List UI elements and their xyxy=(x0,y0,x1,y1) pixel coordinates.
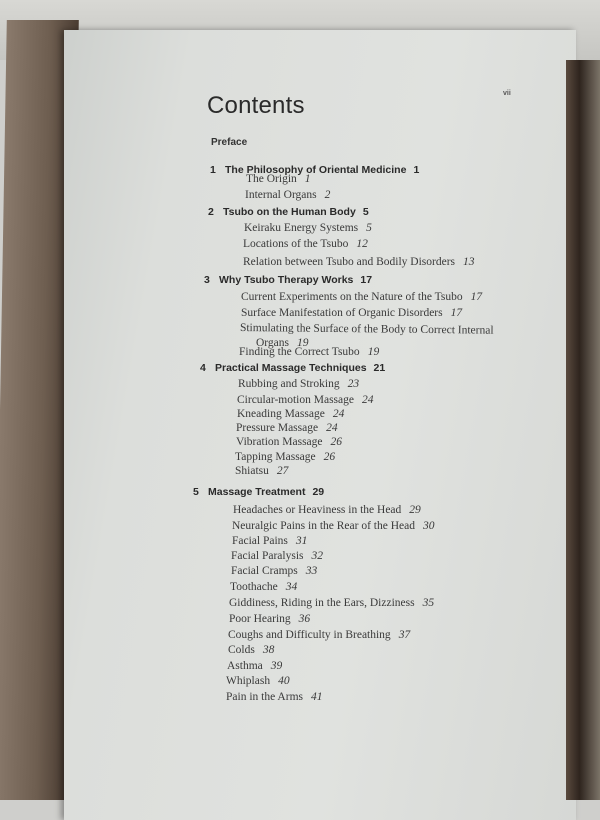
entry-page: 41 xyxy=(311,691,323,703)
toc-entry xyxy=(232,520,434,532)
toc-entry xyxy=(228,644,274,656)
entry-title: Stimulating the Surface of the Body to Correct Internal xyxy=(239,322,494,337)
entry-page: 33 xyxy=(305,565,318,577)
entry-title: Shiatsu xyxy=(235,465,269,477)
chapter-page: 17 xyxy=(360,274,373,286)
toc-entry xyxy=(227,660,282,672)
entry-page: 24 xyxy=(332,408,345,420)
chapter-title: Practical Massage Techniques xyxy=(215,362,367,374)
entry-page: 38 xyxy=(262,644,275,656)
entry-title: Neuralgic Pains in the Rear of the Head xyxy=(232,520,415,532)
chapter-page: 5 xyxy=(362,206,369,218)
page-title: Contents xyxy=(207,92,305,119)
entry-page: 31 xyxy=(295,535,308,547)
entry-title: Surface Manifestation of Organic Disorders xyxy=(241,307,443,319)
entry-page: 24 xyxy=(361,394,374,406)
entry-title: Facial Pains xyxy=(232,535,288,547)
chapter-title: Massage Treatment xyxy=(208,486,306,498)
entry-page: 29 xyxy=(409,504,421,516)
chapter-number: 2 xyxy=(208,206,214,218)
entry-page: 26 xyxy=(323,451,336,463)
chapter-heading xyxy=(210,164,419,176)
entry-title: Poor Hearing xyxy=(229,613,291,625)
chapter-heading xyxy=(208,206,369,218)
toc-entry xyxy=(243,238,368,250)
chapter-heading xyxy=(193,486,324,498)
chapter-heading xyxy=(204,274,372,286)
chapter-page: 29 xyxy=(312,486,325,498)
toc-entry xyxy=(231,565,317,577)
toc-entry xyxy=(231,550,323,562)
chapter-heading xyxy=(200,362,385,374)
toc-entry xyxy=(229,613,310,625)
entry-title: The Origin xyxy=(246,173,297,185)
chapter-number: 4 xyxy=(200,362,206,374)
toc-entry xyxy=(226,691,323,703)
entry-page: 32 xyxy=(311,550,323,562)
toc-entry xyxy=(226,675,290,687)
toc-entry xyxy=(237,408,344,420)
toc-entry xyxy=(243,256,475,268)
chapter-number: 1 xyxy=(210,164,216,176)
entry-title: Keiraku Energy Systems xyxy=(244,222,359,234)
chapter-number: 3 xyxy=(204,274,210,286)
entry-title: Headaches or Heaviness in the Head xyxy=(233,504,402,516)
entry-title: Finding the Correct Tsubo xyxy=(239,346,360,358)
toc-entry xyxy=(244,222,372,234)
toc-entry xyxy=(233,504,421,516)
entry-page: 17 xyxy=(450,307,463,319)
entry-page: 30 xyxy=(422,520,435,532)
toc-entry xyxy=(238,378,359,390)
toc-entry xyxy=(228,629,410,641)
entry-title: Internal Organs xyxy=(245,189,317,201)
toc-entry xyxy=(230,581,297,593)
toc-entry xyxy=(229,597,434,609)
toc-entry xyxy=(241,307,462,319)
toc-entry xyxy=(232,535,307,547)
entry-title: Colds xyxy=(228,644,255,656)
entry-title: Tapping Massage xyxy=(235,451,316,463)
entry-page: 36 xyxy=(298,613,311,625)
toc-entry xyxy=(237,394,373,406)
entry-title: Current Experiments on the Nature of the Tsubo xyxy=(241,291,463,303)
chapter-page: 21 xyxy=(373,362,386,374)
toc-preface: Preface xyxy=(211,137,248,148)
toc-entry xyxy=(239,346,379,358)
entry-title-continuation: Organs xyxy=(256,337,290,349)
toc-entry xyxy=(236,436,342,448)
toc-entry xyxy=(246,173,311,185)
toc-entry xyxy=(235,451,335,463)
entry-page: 2 xyxy=(324,189,331,201)
toc-entry xyxy=(236,422,338,434)
entry-page: 39 xyxy=(270,660,283,672)
chapter-title: Tsubo on the Human Body xyxy=(223,206,356,218)
entry-title: Circular-motion Massage xyxy=(237,394,354,406)
page-edge xyxy=(566,60,600,800)
entry-page: 13 xyxy=(463,256,475,268)
entry-title: Toothache xyxy=(230,581,278,593)
entry-title: Locations of the Tsubo xyxy=(243,238,349,250)
entry-page: 24 xyxy=(326,422,338,434)
entry-page: 17 xyxy=(470,291,483,303)
entry-page: 19 xyxy=(297,337,309,349)
entry-page: 37 xyxy=(398,629,411,641)
entry-page: 23 xyxy=(347,378,360,390)
entry-title: Facial Cramps xyxy=(231,565,298,577)
chapter-page: 1 xyxy=(413,164,420,176)
entry-page: 5 xyxy=(366,222,372,234)
entry-page: 35 xyxy=(422,597,435,609)
entry-title: Rubbing and Stroking xyxy=(238,378,340,390)
entry-title: Kneading Massage xyxy=(237,408,325,420)
entry-page: 34 xyxy=(285,581,298,593)
entry-title: Coughs and Difficulty in Breathing xyxy=(228,629,391,641)
entry-page: 27 xyxy=(276,465,289,477)
chapter-title: Why Tsubo Therapy Works xyxy=(219,274,354,286)
entry-page: 12 xyxy=(356,238,368,250)
entry-title: Pain in the Arms xyxy=(226,691,303,703)
entry-page: 40 xyxy=(278,675,290,687)
entry-title: Facial Paralysis xyxy=(231,550,304,562)
toc-entry xyxy=(241,291,482,303)
toc-entry xyxy=(235,465,288,477)
entry-title: Vibration Massage xyxy=(236,436,323,448)
entry-title: Giddiness, Riding in the Ears, Dizziness xyxy=(229,597,415,609)
chapter-number: 5 xyxy=(193,486,199,498)
entry-page: 26 xyxy=(330,436,342,448)
toc-entry xyxy=(245,189,330,201)
entry-title: Pressure Massage xyxy=(236,422,319,434)
entry-title: Asthma xyxy=(227,660,263,672)
entry-page: 1 xyxy=(304,173,311,185)
page-number: vii xyxy=(503,90,511,97)
entry-page: 19 xyxy=(367,346,380,358)
entry-title: Relation between Tsubo and Bodily Disorders xyxy=(243,256,456,268)
entry-title: Whiplash xyxy=(226,675,271,687)
chapter-title: The Philosophy of Oriental Medicine xyxy=(225,164,407,176)
